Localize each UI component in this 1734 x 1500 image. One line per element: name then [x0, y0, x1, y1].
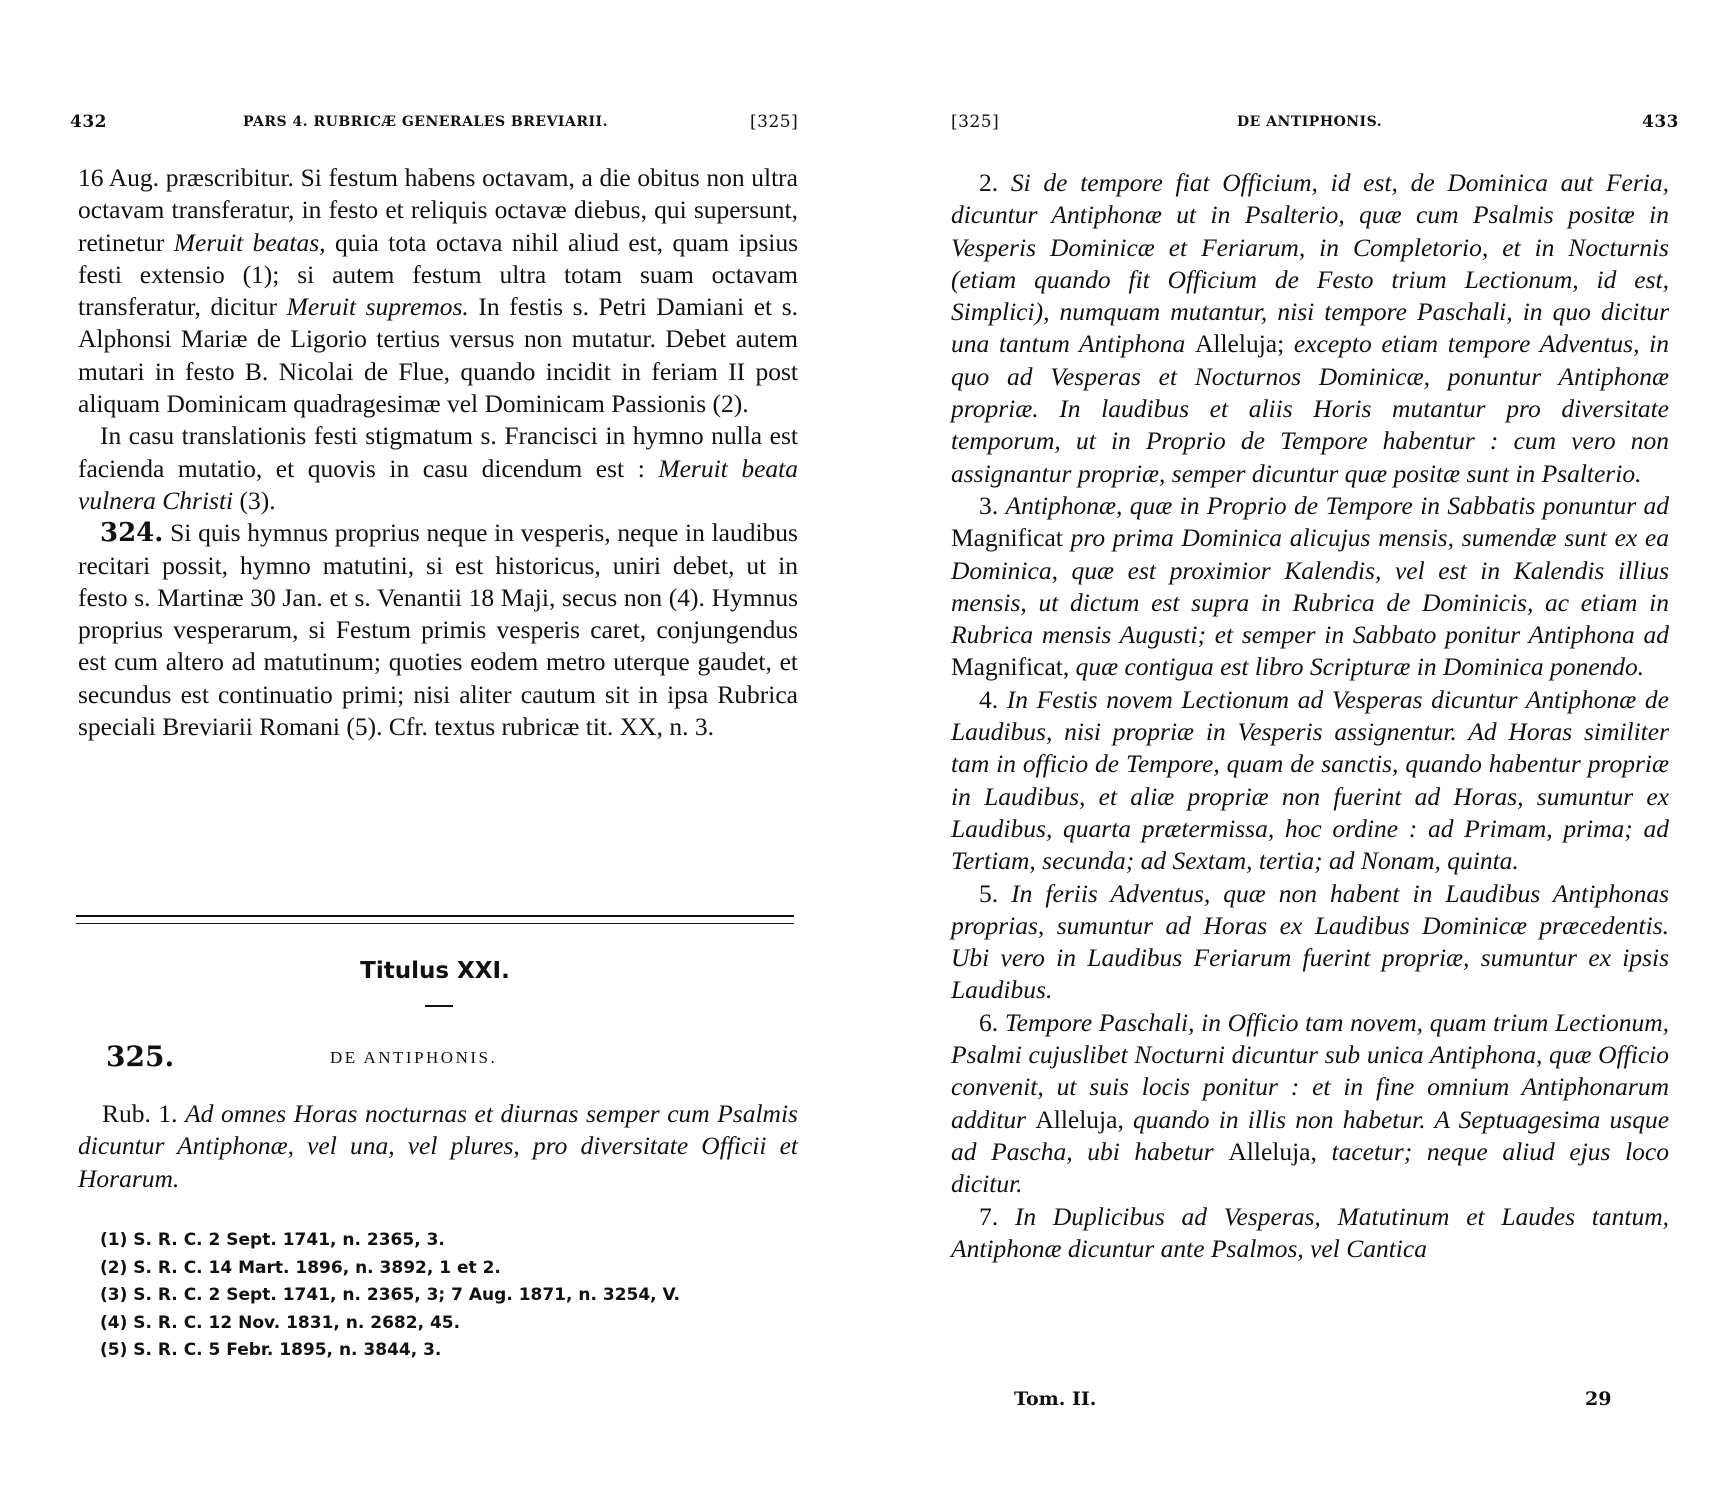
section-number: 325. [106, 1040, 175, 1073]
left-body-text [78, 162, 798, 743]
right-running-title: DE ANTIPHONIS. [1237, 114, 1383, 130]
right-running-head [867, 110, 1734, 140]
footnote: (3) S. R. C. 2 Sept. 1741, n. 2365, 3; 7 Aug. 1871, n. 3254, V. [100, 1285, 680, 1305]
footnotes [100, 1227, 800, 1365]
right-body-text [951, 167, 1669, 1265]
footnote: (5) S. R. C. 5 Febr. 1895, n. 3844, 3. [100, 1340, 442, 1360]
footnote: (4) S. R. C. 12 Nov. 1831, n. 2682, 45. [100, 1312, 461, 1333]
section-divider [76, 915, 794, 924]
rubric-1: Rub. 1. Ad omnes Horas nocturnas et diurnas semper cum Psalmis dicuntur Antiphonæ, vel una, vel plures, pro diversitate Officii et Horarum. [78, 1099, 798, 1193]
footnote: (1) S. R. C. 2 Sept. 1741, n. 2365, 3. [100, 1230, 445, 1250]
paragraph-continued: 16 Aug. præscribitur. Si festum habens octavam, a die obitus non ultra octavam transferatur, in festo et reliquis octavæ diebus, qui supersunt, retinetur Meruit beatas, quia tota octava nihil aliud est, quam ipsius festi extensio (1); si autem festum ultra totam suam octavam transferatur, dicitur Meruit supremos. In festis s. Petri Damiani et s. Alphonsi Mariæ de Ligorio tertius versus non mutatur. Debet autem mutari in festo B. Nicolai de Flue, quando incidit in feriam II post aliquam Dominicam quadragesimæ vel Dominicam Passionis (2). [78, 163, 799, 419]
paragraph-number: 324. [100, 518, 164, 549]
left-running-head [0, 110, 867, 140]
titulus-heading: Titulus XXI. [360, 958, 510, 984]
paragraph-francis: In casu translationis festi stigmatum s. Francisci in hymno nulla est facienda mutatio, et quovis in casu dicendum est : Meruit beata vulnera Christi (3). [78, 421, 798, 515]
paragraph-6: 6. Tempore Paschali, in Officio tam novem, quam trium Lectionum, Psalmi cujuslibet Nocturni dicuntur sub unica Antiphona, quæ Officio convenit, ut suis locis ponitur : et in fine omnium Antiphonarum additur Alleluja, quando in illis non habetur. A Septuagesima usque ad Pascha, ubi habetur Alleluja, tacetur; neque aliud ejus loco dicitur. [951, 1007, 1670, 1199]
volume-signature: Tom. II. [1014, 1388, 1097, 1410]
footnote: (2) S. R. C. 14 Mart. 1896, n. 3892, 1 et 2. [100, 1257, 501, 1278]
paragraph-4: 4. In Festis novem Lectionum ad Vesperas dicuntur Antiphonæ de Laudibus, nisi propriæ in Vesperis assignentur. Ad Horas similiter tam in officio de Tempore, quam de sanctis, quando habentur propriæ in Laudibus, et aliæ propriæ non fuerint ad Horas, sumuntur ex Laudibus, quarta prætermissa, hoc ordine : ad Primam, prima; ad Tertiam, secunda; ad Sextam, tertia; ad Nonam, quinta. [951, 684, 1669, 876]
paragraph-324: 324. Si quis hymnus proprius neque in vesperis, neque in laudibus recitari possit, hymno matutini, si est historicus, uniri debet, ut in festo s. Martinæ 30 Jan. et s. Venantii 18 Maji, secus non (4). Hymnus proprius vesperarum, si Festum primis vesperis caret, conjungendus est cum altero ad matutinum; quoties eodem metro uterque gaudet, et secundus est continuatio primi; nisi aliter cautum sit in ipsa Rubrica speciali Breviarii Romani (5). Cfr. textus rubricæ tit. XX, n. 3. [78, 518, 798, 742]
left-section-ref: [325] [750, 112, 799, 132]
paragraph-2: 2. Si de tempore fiat Officium, id est, de Dominica aut Feria, dicuntur Antiphonæ ut in Psalterio, quæ cum Psalmis positæ in Vesperis Dominicæ et Feriarum, in Completorio, et in Nocturnis (etiam quando fit Officium de Festo trium Lectionum, id est, Simplici), numquam mutantur, nisi tempore Paschali, in quo dicitur una tantum Antiphona Alleluja; excepto etiam tempore Adventus, in quo ad Vesperas et Nocturnos Dominicæ, ponuntur Antiphonæ propriæ. In laudibus et aliis Horis mutantur pro diversitate temporum, ut in Proprio de Tempore habentur : cum vero non assignantur propriæ, semper dicuntur quæ positæ sunt in Psalterio. [951, 168, 1670, 488]
signature-number: 29 [1585, 1388, 1612, 1410]
left-running-title: PARS 4. RUBRICÆ GENERALES BREVIARII. [243, 114, 608, 130]
right-section-ref: [325] [951, 112, 1000, 132]
section-heading [98, 1040, 798, 1080]
left-page-number: 432 [70, 112, 107, 132]
right-page [867, 0, 1734, 1500]
right-page-number: 433 [1642, 112, 1679, 132]
paragraph-5: 5. In feriis Adventus, quæ non habent in Laudibus Antiphonas proprias, sumuntur ad Horas ex Laudibus Dominicæ præcedentis. Ubi vero in Laudibus Feriarum fuerint propriæ, sumuntur ex ipsis Laudibus. [951, 878, 1670, 1005]
title-dash [425, 1005, 453, 1007]
paragraph-7: 7. In Duplicibus ad Vesperas, Matutinum et Laudes tantum, Antiphonæ dicuntur ante Psalmos, vel Cantica [951, 1201, 1669, 1263]
section-title: DE ANTIPHONIS. [330, 1048, 498, 1067]
paragraph-3: 3. Antiphonæ, quæ in Proprio de Tempore in Sabbatis ponuntur ad Magnificat pro prima Dominica alicujus mensis, sumendæ sunt ex ea Dominica, quæ est proximior Kalendis, vel est in Kalendis illius mensis, ut dictum est supra in Rubrica de Dominicis, ac etiam in Rubrica mensis Augusti; et semper in Sabbato ponitur Antiphona ad Magnificat, quæ contigua est libro Scripturæ in Dominica ponendo. [951, 490, 1669, 682]
